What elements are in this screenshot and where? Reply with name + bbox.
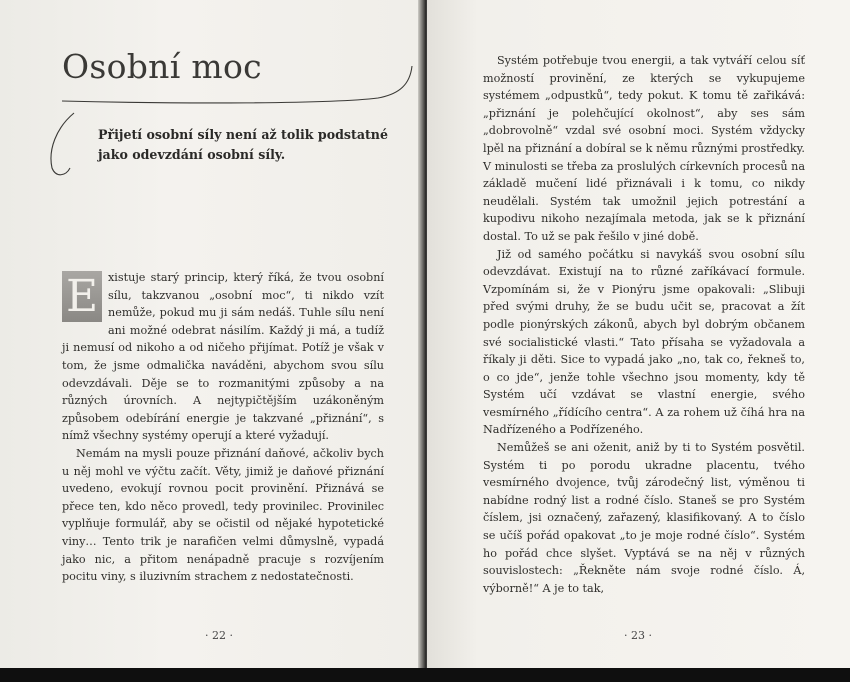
left-body-text — [62, 269, 384, 586]
paragraph — [62, 269, 384, 445]
right-page — [427, 0, 850, 668]
chapter-title: Osobní moc — [62, 47, 262, 86]
paragraph: Systém potřebuje tvou energii, a tak vytváří celou síť možností provinění, ze kterých se vykupujeme systémem „odpustků“, tedy pokut. K tomu tě zařikává: „přiznání je polehčující okolnost“, aby ses sám „dobrovolně“ vzdal své osobní moci. Systém vždycky lpěl na přiznání a dobíral se k němu různými prostředky. V minulosti se třeba za proslulých církevních procesů na základě mučení lidé přiznávali i k tomu, co nikdy neudělali. Systém tak umožnil jejich potrestání a kupodivu nikoho nezajímala metoda, jak se k přiznání dostal. To už se pak řešilo v jiné době. — [483, 54, 805, 243]
decorative-curve-icon — [0, 0, 424, 200]
bottom-shadow — [0, 668, 850, 682]
paragraph: Nemám na mysli pouze přiznání daňové, ačkoliv bych u něj mohl ve výčtu začít. Věty, jimiž je daňové přiznání uvedeno, evokují rovnou pocit provinění. Přiznává se přece ten, kdo něco provedl, tedy provinilec. Provinilec vyplňuje formulář, aby se očistil od nějaké hypotetické viny… Tento trik je narafičen velmi důmyslně, vypadá jako nic, a přitom nenápadně pracuje s rozvíjením pocitu viny, s iluzivním strachem z nedostatečnosti. — [62, 446, 384, 584]
page-number: · 23 · — [624, 629, 652, 642]
motto-line-2: jako odevzdání osobní síly. — [98, 147, 286, 162]
left-page — [0, 0, 424, 668]
right-body-text — [483, 52, 805, 597]
chapter-motto — [98, 125, 398, 165]
page-number: · 22 · — [205, 629, 233, 642]
paragraph: Nemůžeš se ani oženit, aniž by ti to Systém posvětil. Systém ti po porodu ukradne placentu, tvého vesmírného dvojence, tvůj zárodečný list, výměnou ti nabídne rodný list a rodné číslo. Staneš se pro Systém číslem, jsi označený, zařazený, klasifikovaný. A to číslo se učíš pořád opakovat „to je moje rodné číslo“. Systém ho pořád chce slyšet. Vyptává se na něj v různých souvislostech: „Řekněte nám svoje rodné číslo. Á, výborně!“ A je to tak, — [483, 441, 805, 595]
motto-line-1: Přijetí osobní síly není až tolik podstatné — [98, 127, 388, 142]
paragraph: Již od samého počátku si navykáš svou osobní sílu odevzdávat. Existují na to různé zaříkávací formule. Vzpomínám si, že v Pionýru jsme opakovali: „Slibuji před svými druhy, že se budu učit se, pracovat a žít podle pionýrských zákonů, abych byl dobrým občanem své socialistické vlasti.“ Tato přísaha se vyžadovala a říkaly ji děti. Sice to vypadá jako „no, tak co, řekneš to, o co jde“, jenže tohle všechno jsou momenty, kdy tě Systém učí vzdávat se vlastní energie, svého vesmírného „řídícího centra“. A za rohem už číhá hra na Nadřízeného a Podřízeného. — [483, 247, 805, 437]
drop-cap: E — [62, 271, 102, 322]
paragraph-text: xistuje starý princip, který říká, že tvou osobní sílu, takzvanou „osobní moc“, ti nikdo vzít nemůže, pokud mu ji sám nedáš. Tuhle sílu není ani možné odebrat násilím. Každý ji má, a tudíž ji nemusí od nikoho a od ničeho přijímat. Potíž je však v tom, že jsme odmalička naváděni, abychom svou sílu odevzdávali. Děje se to rozmanitými způsoby a na různých úrovních. A nejtypičtějším uzákoněným způsobem odebírání energie je takzvané „přiznání“, s nímž všechny systémy operují a které vyžadují. — [62, 271, 384, 443]
